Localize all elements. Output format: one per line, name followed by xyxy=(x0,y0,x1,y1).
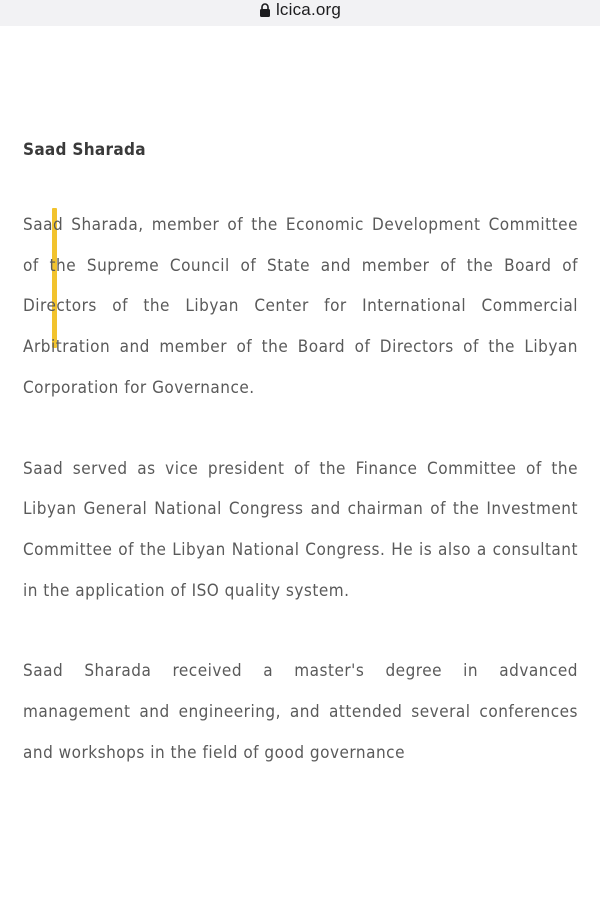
bio-paragraph-2: Saad served as vice president of the Finance Committee of the Libyan General National Congress and chairman of the Investment Committee of the Libyan National Congress. He is also a consultant in the application of ISO quality system. xyxy=(23,458,578,601)
url-text: lcica.org xyxy=(275,0,342,19)
lock-icon xyxy=(259,3,271,17)
url-display[interactable] xyxy=(259,0,341,20)
article-content xyxy=(23,140,578,813)
bio-paragraph-1: Saad Sharada, member of the Economic Development Committee of the Supreme Council of State and member of the Board of Directors of the Libyan Center for International Commercial Arbitration and member of the Board of Directors of the Libyan Corporation for Governance. xyxy=(23,215,578,398)
bio-paragraph-3: Saad Sharada received a master's degree in advanced management and engineering, and attended several conferences and workshops in the field of good governance xyxy=(23,661,578,763)
browser-url-bar[interactable] xyxy=(0,0,600,26)
author-name: Saad Sharada xyxy=(23,140,146,160)
